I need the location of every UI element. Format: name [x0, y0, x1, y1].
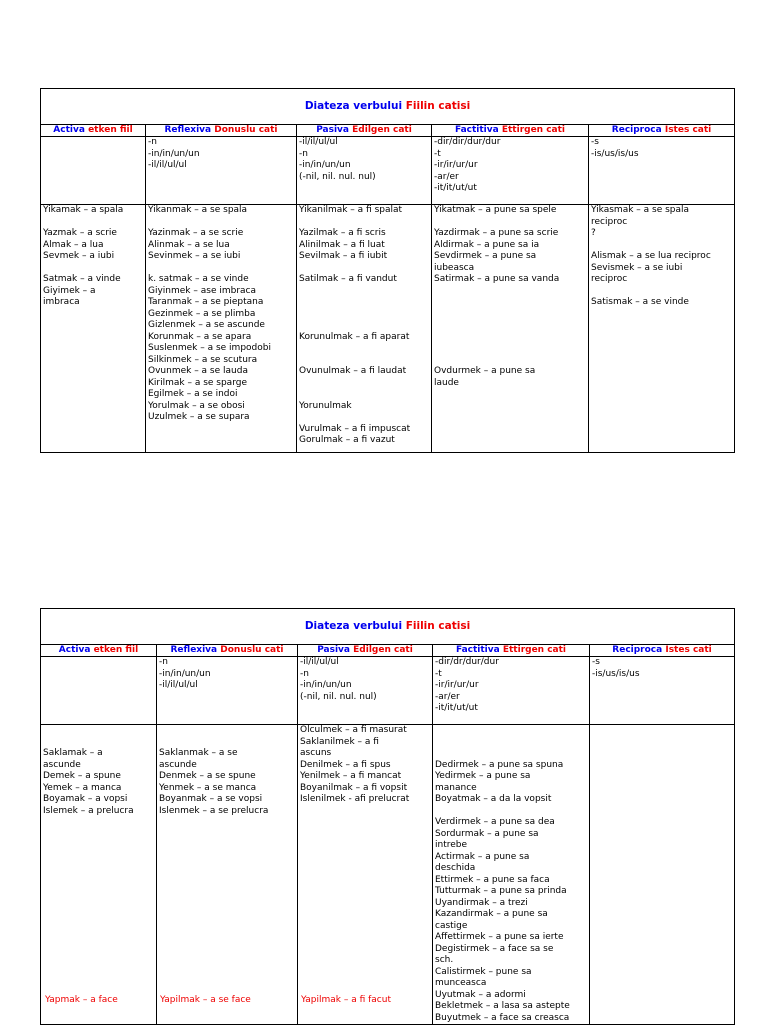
- examples-activa: [41, 725, 157, 1025]
- cell-line: [434, 217, 586, 229]
- cell-line: Gorulmak – a fi vazut: [299, 435, 395, 445]
- cell-line: Islenilmek - afi prelucrat: [300, 794, 410, 804]
- cell-line: manance: [435, 782, 477, 793]
- cell-line: [148, 263, 294, 275]
- table-title: [41, 609, 735, 645]
- cell-line: Silkinmek – a se scutura: [148, 354, 258, 365]
- verb-voice-table-1: [40, 88, 735, 453]
- cell-line: [43, 217, 143, 229]
- cell-line: Kazandirmak – a pune sa: [435, 909, 548, 919]
- header-row: [41, 125, 735, 137]
- cell-line: Denmek – a se spune: [159, 771, 256, 781]
- cell-line: Buyutmek – a face sa creasca: [435, 1012, 570, 1023]
- cell-line: Egilmek – a se indoi: [148, 389, 238, 399]
- cell-line: [299, 412, 429, 424]
- cell-line: Alinilmak – a fi luat: [299, 239, 385, 250]
- cell-line: [434, 297, 586, 309]
- cell-line: Islemek – a prelucra: [43, 805, 134, 816]
- suffix-cell: [41, 657, 157, 725]
- cell-line: [435, 725, 587, 737]
- cell-line: intrebe: [435, 840, 468, 850]
- title-part-ro: Diateza verbului: [304, 99, 406, 112]
- cell-line: [148, 217, 294, 229]
- cell-line: [299, 217, 429, 229]
- cell-line: k. satmak – a se vinde: [148, 274, 249, 284]
- cell-line: Boyanmak – a se vopsi: [159, 794, 263, 804]
- cell-line: -il/il/ul/ul: [148, 160, 187, 170]
- cell-line: Ovunmek – a se lauda: [148, 366, 248, 376]
- cell-line: [299, 297, 429, 309]
- cell-line: [159, 725, 295, 737]
- cell-line: [434, 320, 586, 332]
- cell-line: Taranmak – a se pieptana: [148, 297, 264, 307]
- examples-row: [41, 725, 735, 1025]
- cell-line: Yikanmak – a se spala: [148, 205, 248, 215]
- cell-line: Olculmek – a fi masurat: [300, 725, 407, 735]
- cell-line: -n: [299, 148, 308, 159]
- cell-line: Satmak – a vinde: [43, 274, 121, 284]
- yapilmak-passive: Yapilmak – a fi facut: [301, 995, 391, 1005]
- cell-line: Yedirmek – a pune sa: [435, 771, 531, 781]
- yapilmak-reflexive: Yapilmak – a se face: [160, 995, 251, 1005]
- cell-line: -ar/er: [435, 691, 460, 702]
- cell-line: Boyanilmak – a fi vopsit: [300, 782, 408, 793]
- suffix-cell: [590, 657, 735, 725]
- cell-line: Ovdurmek – a pune sa: [434, 366, 536, 376]
- cell-line: Yazinmak – a se scrie: [148, 228, 244, 238]
- cell-line: [43, 725, 154, 737]
- cell-line: -dir/dir/dur/dur: [434, 137, 501, 147]
- cell-line: deschida: [435, 863, 476, 873]
- table-title: [41, 89, 735, 125]
- examples-pasiva: [298, 725, 433, 1025]
- cell-line: ascunde: [159, 759, 197, 770]
- cell-line: Yenmek – a se manca: [159, 782, 257, 793]
- cell-line: -t: [435, 668, 442, 679]
- cell-line: Uzulmek – a se supara: [148, 412, 250, 422]
- header-factitiva: Factitiva Ettirgen cati: [432, 125, 589, 137]
- header-row: [41, 645, 735, 657]
- examples-reflexiva: [146, 205, 297, 453]
- cell-line: -in/in/un/un: [299, 160, 351, 170]
- suffix-cell: [41, 137, 146, 205]
- cell-line: Ovunulmak – a fi laudat: [299, 366, 407, 376]
- cell-line: sch.: [435, 955, 454, 965]
- cell-line: [591, 240, 732, 252]
- cell-line: Kirilmak – a se sparge: [148, 377, 247, 388]
- cell-line: Denilmek – a fi spus: [300, 759, 391, 770]
- cell-line: Boyatmak – a da la vopsit: [435, 794, 552, 804]
- cell-line: Yorunulmak: [299, 400, 352, 411]
- cell-line: [299, 378, 429, 390]
- cell-line: -is/us/is/us: [591, 148, 639, 159]
- examples-reciproca: [590, 725, 735, 1025]
- examples-factitiva: [433, 725, 590, 1025]
- cell-line: -ir/ir/ur/ur: [434, 160, 478, 170]
- cell-line: Korunmak – a se apara: [148, 331, 252, 342]
- cell-line: Saklanmak – a se: [159, 748, 238, 758]
- cell-line: -n: [159, 657, 168, 667]
- cell-line: [434, 286, 586, 298]
- cell-line: Giyinmek – ase imbraca: [148, 285, 257, 296]
- cell-line: Uyutmak – a adormi: [435, 989, 526, 1000]
- cell-line: [299, 320, 429, 332]
- cell-line: -n: [300, 668, 309, 679]
- cell-line: Satilmak – a fi vandut: [299, 274, 397, 284]
- cell-line: Islenmek – a se prelucra: [159, 805, 269, 816]
- examples-row: [41, 205, 735, 453]
- yapmak-active: Yapmak – a face: [45, 995, 118, 1005]
- cell-line: Satismak – a se vinde: [591, 297, 689, 307]
- cell-line: [591, 286, 732, 298]
- cell-line: Korunulmak – a fi aparat: [299, 331, 410, 342]
- cell-line: ?: [591, 228, 596, 238]
- suffix-cell: [433, 657, 590, 725]
- cell-line: -t: [434, 148, 441, 159]
- title-part-ro: Diateza verbului: [304, 619, 406, 632]
- cell-line: Yenilmek – a fi mancat: [300, 771, 402, 781]
- examples-activa: [41, 205, 146, 453]
- cell-line: [43, 737, 154, 749]
- suffix-row: [41, 137, 735, 205]
- cell-line: Actirmak – a pune sa: [435, 851, 530, 862]
- cell-line: Boyamak – a vopsi: [43, 794, 128, 804]
- cell-line: -il/il/ul/ul: [300, 657, 339, 667]
- suffix-cell: [589, 137, 735, 205]
- cell-line: Yikatmak – a pune sa spele: [434, 205, 557, 215]
- cell-line: Sevmek – a iubi: [43, 251, 115, 261]
- cell-line: Demek – a spune: [43, 771, 121, 781]
- cell-line: -in/in/un/un: [159, 668, 211, 679]
- cell-line: Sevismek – a se iubi: [591, 262, 683, 273]
- cell-line: laude: [434, 377, 459, 388]
- header-reflexiva: Reflexiva Donuslu cati: [146, 125, 297, 137]
- header-activa: Activa etken fiil: [41, 125, 146, 137]
- cell-line: Affettirmek – a pune sa ierte: [435, 932, 564, 942]
- cell-line: Uyandirmak – a trezi: [435, 897, 528, 908]
- cell-line: -in/in/un/un: [300, 680, 352, 690]
- cell-line: ascunde: [43, 759, 81, 770]
- cell-line: [299, 355, 429, 367]
- cell-line: [299, 309, 429, 321]
- cell-line: -it/it/ut/ut: [435, 703, 478, 713]
- cell-line: Calistirmek – pune sa: [435, 966, 532, 977]
- header-pasiva: Pasiva Edilgen cati: [298, 645, 433, 657]
- title-part-tr: Fiilin catisi: [405, 619, 471, 632]
- cell-line: -in/in/un/un: [148, 148, 200, 159]
- cell-line: Yazilmak – a fi scris: [299, 228, 386, 238]
- examples-reflexiva: [157, 725, 298, 1025]
- cell-line: Yazmak – a scrie: [43, 228, 117, 238]
- cell-line: Degistirmek – a face sa se: [435, 943, 554, 954]
- cell-line: Ettirmek – a pune sa faca: [435, 874, 550, 885]
- cell-line: castige: [435, 920, 468, 931]
- cell-line: Bekletmek – a lasa sa astepte: [435, 1001, 570, 1011]
- cell-line: -ir/ir/ur/ur: [435, 680, 479, 690]
- cell-line: -il/il/ul/ul: [159, 680, 198, 690]
- cell-line: -ar/er: [434, 171, 459, 182]
- cell-line: Gezinmek – a se plimba: [148, 308, 256, 319]
- cell-line: Giyimek – a: [43, 285, 96, 296]
- cell-line: Vurulmak – a fi impuscat: [299, 423, 411, 434]
- header-pasiva: Pasiva Edilgen cati: [297, 125, 432, 137]
- cell-line: Saklamak – a: [43, 748, 103, 758]
- cell-line: Alinmak – a se lua: [148, 239, 230, 250]
- cell-line: Tutturmak – a pune sa prinda: [435, 886, 567, 896]
- verb-voice-table-2: [40, 608, 735, 1025]
- header-reflexiva: Reflexiva Donuslu cati: [157, 645, 298, 657]
- cell-line: ascuns: [300, 748, 332, 758]
- cell-line: -s: [591, 137, 599, 147]
- cell-line: Alismak – a se lua reciproc: [591, 251, 711, 261]
- cell-line: [159, 737, 295, 749]
- cell-line: munceasca: [435, 978, 487, 988]
- cell-line: [299, 343, 429, 355]
- cell-line: [299, 286, 429, 298]
- cell-line: -il/il/ul/ul: [299, 137, 338, 147]
- cell-line: imbraca: [43, 297, 80, 307]
- cell-line: [299, 389, 429, 401]
- cell-line: Sordurmak – a pune sa: [435, 828, 539, 839]
- cell-line: -dir/dr/dur/dur: [435, 657, 499, 667]
- cell-line: [43, 263, 143, 275]
- cell-line: iubeasca: [434, 262, 475, 273]
- cell-line: Yikanilmak – a fi spalat: [299, 205, 403, 215]
- cell-line: -it/it/ut/ut: [434, 183, 477, 193]
- cell-line: (-nil, nil. nul. nul): [299, 171, 376, 182]
- cell-line: [434, 309, 586, 321]
- cell-line: Saklanilmek – a fi: [300, 736, 379, 747]
- cell-line: Yemek – a manca: [43, 782, 122, 793]
- cell-line: Almak – a lua: [43, 239, 104, 250]
- suffix-row: [41, 657, 735, 725]
- header-activa: Activa etken fiil: [41, 645, 157, 657]
- suffix-cell: [432, 137, 589, 205]
- header-factitiva: Factitiva Ettirgen cati: [433, 645, 590, 657]
- cell-line: Yorulmak – a se obosi: [148, 400, 245, 411]
- cell-line: -s: [592, 657, 600, 667]
- cell-line: Yikasmak – a se spala: [591, 205, 690, 215]
- cell-line: Aldirmak – a pune sa ia: [434, 239, 540, 250]
- cell-line: [299, 263, 429, 275]
- cell-line: Satirmak – a pune sa vanda: [434, 274, 560, 284]
- cell-line: Gizlenmek – a se ascunde: [148, 320, 265, 330]
- cell-line: [434, 332, 586, 344]
- header-reciproca: Reciproca Istes cati: [589, 125, 735, 137]
- cell-line: [434, 343, 586, 355]
- suffix-cell: [297, 137, 432, 205]
- cell-line: -is/us/is/us: [592, 668, 640, 679]
- cell-line: [435, 737, 587, 749]
- title-part-tr: Fiilin catisi: [405, 99, 471, 112]
- header-reciproca: Reciproca Istes cati: [590, 645, 735, 657]
- cell-line: Verdirmek – a pune sa dea: [435, 817, 555, 827]
- cell-line: (-nil, nil. nul. nul): [300, 691, 377, 702]
- cell-line: Yikamak – a spala: [43, 205, 124, 215]
- suffix-cell: [157, 657, 298, 725]
- suffix-cell: [146, 137, 297, 205]
- cell-line: reciproc: [591, 216, 628, 227]
- cell-line: Dedirmek – a pune sa spuna: [435, 759, 564, 770]
- cell-line: [434, 355, 586, 367]
- cell-line: Yazdirmak – a pune sa scrie: [434, 228, 559, 238]
- cell-line: [435, 748, 587, 760]
- cell-line: -n: [148, 137, 157, 147]
- cell-line: Suslenmek – a se impodobi: [148, 343, 271, 353]
- cell-line: Sevdirmek – a pune sa: [434, 251, 537, 261]
- examples-factitiva: [432, 205, 589, 453]
- examples-reciproca: [589, 205, 735, 453]
- suffix-cell: [298, 657, 433, 725]
- cell-line: Sevinmek – a se iubi: [148, 251, 241, 261]
- cell-line: [435, 806, 587, 818]
- cell-line: reciproc: [591, 274, 628, 284]
- examples-pasiva: [297, 205, 432, 453]
- cell-line: Sevilmak – a fi iubit: [299, 251, 388, 261]
